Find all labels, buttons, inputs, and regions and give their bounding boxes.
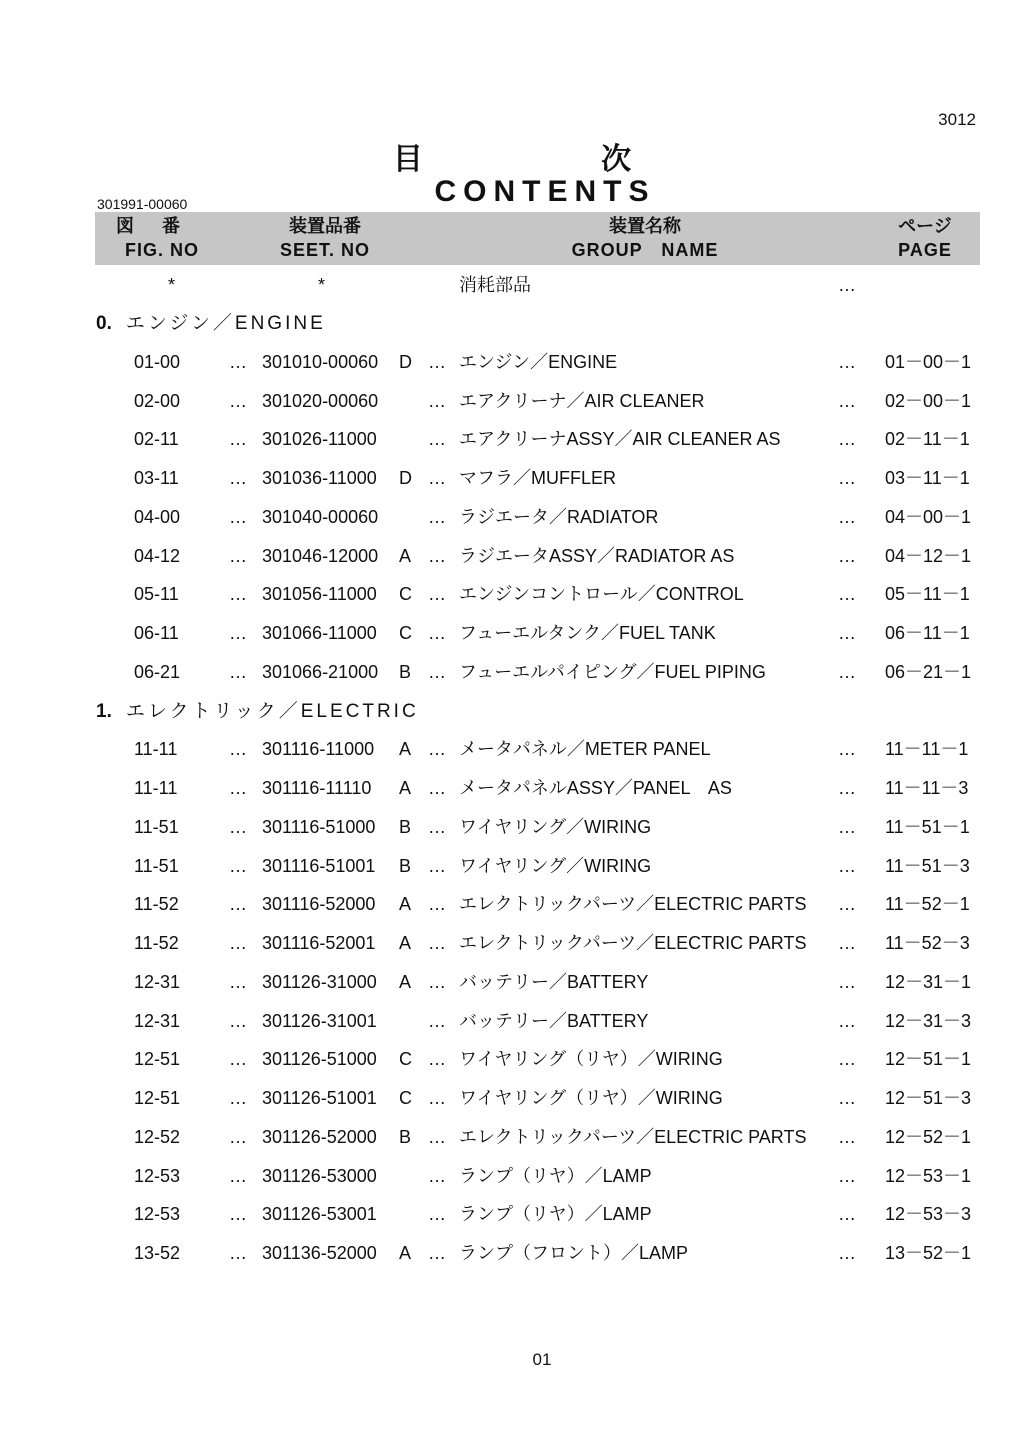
leader-dots: …	[838, 661, 856, 682]
leader-dots: …	[428, 971, 446, 992]
leader-dots: …	[838, 623, 856, 643]
leader-dots: …	[428, 468, 446, 488]
revision-letter: A	[399, 933, 412, 953]
sheet-no: 301116-11000	[262, 739, 375, 760]
section-number: 0.	[96, 313, 112, 334]
table-row[interactable]	[0, 773, 1024, 803]
sheet-no: 301126-51001	[262, 1088, 377, 1108]
revision-letter: B	[399, 855, 412, 876]
sheet-no: 301126-53000	[262, 1165, 377, 1186]
leader-dots: …	[428, 855, 446, 876]
revision-letter: A	[399, 971, 412, 992]
leader-dots: …	[229, 778, 247, 798]
revision-letter: A	[399, 545, 412, 566]
fig-no: 06-11	[134, 623, 179, 643]
leader-dots: …	[229, 468, 247, 488]
leader-dots: …	[229, 739, 247, 760]
leader-dots: …	[838, 506, 856, 527]
group-name: ワイヤリング（リヤ）／WIRING	[459, 1088, 723, 1108]
leader-dots: …	[838, 894, 856, 915]
table-row[interactable]	[0, 928, 1024, 958]
group-name: フューエルタンク／FUEL TANK	[459, 623, 716, 643]
page-ref[interactable]: 11－51－1	[885, 816, 970, 837]
leader-dots: …	[428, 623, 446, 643]
sheet-no: 301066-21000	[262, 661, 379, 682]
leader-dots: …	[428, 1010, 446, 1031]
table-row[interactable]	[0, 1083, 1024, 1113]
revision-letter: C	[399, 1049, 412, 1070]
fig-no: 12-52	[134, 1126, 181, 1147]
page-ref[interactable]: 02－00－1	[885, 390, 972, 411]
leader-dots: …	[229, 855, 247, 876]
sheet-no: 301116-52000	[262, 894, 376, 915]
leader-dots: …	[838, 468, 856, 488]
page-ref[interactable]: 11－51－3	[885, 855, 970, 876]
table-row[interactable]	[0, 812, 1024, 842]
leader-dots: …	[229, 661, 247, 682]
document-code: 3012	[938, 110, 976, 129]
leader-dots: …	[838, 275, 856, 295]
leader-dots: …	[229, 894, 247, 915]
revision-letter: C	[399, 584, 412, 605]
page-ref[interactable]: 11－52－3	[885, 933, 970, 953]
page-ref[interactable]: 05－11－1	[885, 584, 970, 605]
sheet-no: 301126-31001	[262, 1010, 377, 1031]
table-row[interactable]	[0, 889, 1024, 919]
leader-dots: …	[838, 933, 856, 953]
page-ref[interactable]: 03－11－1	[885, 468, 970, 488]
leader-dots: …	[428, 778, 446, 798]
fig-no: 01-00	[134, 351, 181, 372]
table-row[interactable]	[0, 1044, 1024, 1074]
title-jp-char-1: 目	[392, 143, 423, 176]
fig-no: 12-31	[134, 971, 181, 992]
table-row[interactable]	[0, 1006, 1024, 1036]
leader-dots: …	[838, 1204, 856, 1225]
page-ref[interactable]: 12－53－1	[885, 1165, 972, 1186]
group-name: ランプ（リヤ）／LAMP	[459, 1165, 652, 1186]
group-name: バッテリー／BATTERY	[459, 971, 649, 992]
consumables-row[interactable]	[0, 270, 1024, 300]
section-heading	[96, 697, 419, 727]
fig-no: 11-51	[134, 855, 179, 876]
revision-letter: D	[399, 351, 412, 372]
page-ref[interactable]: 12－52－1	[885, 1126, 972, 1147]
title-jp-char-2: 次	[601, 143, 632, 176]
section-label: エンジン／ENGINE	[125, 313, 326, 334]
sheet-no: 301136-52000	[262, 1243, 377, 1263]
leader-dots: …	[838, 390, 856, 411]
page-ref[interactable]: 12－31－3	[885, 1010, 972, 1031]
fig-no: 11-51	[134, 816, 179, 837]
page-number: 01	[532, 1350, 552, 1369]
leader-dots: …	[428, 584, 446, 605]
table-row[interactable]	[0, 463, 1024, 493]
leader-dots: …	[428, 429, 446, 450]
fig-no: 04-00	[134, 506, 181, 527]
group-name: エレクトリックパーツ／ELECTRIC PARTS	[459, 933, 807, 953]
page-ref[interactable]: 02－11－1	[885, 429, 970, 450]
fig-no: 02-00	[134, 390, 181, 411]
revision-letter: B	[399, 1126, 412, 1147]
leader-dots: …	[428, 1204, 446, 1225]
sheet-no: 301116-11110	[262, 778, 372, 798]
page-ref[interactable]: 12－51－1	[885, 1049, 972, 1070]
group-name: エレクトリックパーツ／ELECTRIC PARTS	[459, 1126, 807, 1147]
fig-no: 04-12	[134, 545, 181, 566]
revision-letter: A	[399, 778, 412, 798]
section-label: エレクトリック／ELECTRIC	[125, 700, 419, 722]
revision-letter: A	[399, 739, 412, 760]
table-row[interactable]	[0, 1238, 1024, 1268]
group-name: ラジエータASSY／RADIATOR AS	[459, 545, 735, 566]
leader-dots: …	[229, 1126, 247, 1147]
sheet-no: 301010-00060	[262, 351, 379, 372]
leader-dots: …	[229, 506, 247, 527]
leader-dots: …	[838, 778, 856, 798]
sheet-no: 301126-52000	[262, 1126, 377, 1147]
leader-dots: …	[428, 506, 446, 527]
leader-dots: …	[838, 1049, 856, 1070]
group-name: ランプ（フロント）／LAMP	[459, 1243, 689, 1263]
fig-no: 11-11	[134, 778, 178, 798]
leader-dots: …	[229, 1010, 247, 1031]
table-row[interactable]	[0, 1122, 1024, 1152]
sheet-no: 301036-11000	[262, 468, 377, 488]
table-row[interactable]	[0, 734, 1024, 764]
revision-letter: B	[399, 661, 412, 682]
leader-dots: …	[229, 1204, 247, 1225]
group-name: エアクリーナASSY／AIR CLEANER AS	[459, 429, 781, 450]
table-row[interactable]	[0, 618, 1024, 648]
table-row[interactable]	[0, 851, 1024, 881]
sheet-no: 301126-53001	[262, 1204, 377, 1225]
leader-dots: …	[428, 545, 446, 566]
fig-no: 06-21	[134, 661, 181, 682]
leader-dots: …	[229, 429, 247, 450]
table-row[interactable]	[0, 967, 1024, 997]
leader-dots: …	[838, 1010, 856, 1031]
group-name: ワイヤリング／WIRING	[459, 855, 652, 876]
revision-letter: A	[399, 1243, 412, 1263]
fig-no: *	[168, 275, 176, 295]
leader-dots: …	[229, 1088, 247, 1108]
leader-dots: …	[838, 1165, 856, 1186]
sheet-no: 301026-11000	[262, 429, 377, 450]
table-row[interactable]	[0, 1199, 1024, 1229]
section-heading	[96, 309, 326, 339]
group-name: エレクトリックパーツ／ELECTRIC PARTS	[459, 894, 807, 915]
leader-dots: …	[428, 894, 446, 915]
leader-dots: …	[428, 739, 446, 760]
sheet-no: 301040-00060	[262, 506, 379, 527]
header-page: ページ PAGE	[898, 216, 952, 260]
leader-dots: …	[838, 545, 856, 566]
sheet-no: 301116-51000	[262, 816, 376, 837]
leader-dots: …	[229, 351, 247, 372]
leader-dots: …	[838, 429, 856, 450]
leader-dots: …	[229, 816, 247, 837]
sheet-no: 301020-00060	[262, 390, 379, 411]
group-name: ワイヤリング（リヤ）／WIRING	[459, 1049, 723, 1070]
leader-dots: …	[428, 1243, 446, 1263]
leader-dots: …	[229, 1165, 247, 1186]
revision-letter: C	[399, 623, 412, 643]
page-ref[interactable]: 01－00－1	[885, 351, 972, 372]
group-name: ワイヤリング／WIRING	[459, 816, 652, 837]
fig-no: 12-51	[134, 1049, 181, 1070]
table-row[interactable]	[0, 347, 1024, 377]
leader-dots: …	[229, 584, 247, 605]
table-row[interactable]	[0, 386, 1024, 416]
leader-dots: …	[838, 351, 856, 372]
page-title-japanese	[0, 134, 1024, 178]
sheet-no: *	[318, 275, 326, 295]
sheet-no: 301046-12000	[262, 545, 379, 566]
table-row[interactable]	[0, 424, 1024, 454]
table-row[interactable]	[0, 502, 1024, 532]
group-name: メータパネル／METER PANEL	[459, 739, 711, 760]
leader-dots: …	[428, 351, 446, 372]
sheet-no: 301066-11000	[262, 623, 377, 643]
header-fig-no: 図番 FIG. NO	[116, 216, 208, 260]
sheet-no: 301126-31000	[262, 971, 377, 992]
group-name: エンジン／ENGINE	[459, 351, 618, 372]
revision-letter: D	[399, 468, 412, 488]
table-row[interactable]	[0, 657, 1024, 687]
leader-dots: …	[838, 971, 856, 992]
fig-no: 12-53	[134, 1204, 181, 1225]
page-ref[interactable]: 06－21－1	[885, 661, 972, 682]
sheet-no: 301116-51001	[262, 855, 376, 876]
group-name: エンジンコントロール／CONTROL	[459, 584, 744, 605]
fig-no: 12-31	[134, 1010, 181, 1031]
page-ref[interactable]: 11－11－3	[885, 778, 969, 798]
page-ref[interactable]: 11－11－1	[885, 739, 969, 760]
fig-no: 11-52	[134, 894, 179, 915]
fig-no: 03-11	[134, 468, 179, 488]
table-row[interactable]	[0, 541, 1024, 571]
sheet-no: 301116-52001	[262, 933, 376, 953]
group-name: ラジエータ／RADIATOR	[459, 506, 659, 527]
header-seet-no: 装置品番 SEET. NO	[279, 216, 371, 260]
leader-dots: …	[428, 933, 446, 953]
leader-dots: …	[229, 1049, 247, 1070]
group-name: マフラ／MUFFLER	[459, 468, 616, 488]
leader-dots: …	[838, 584, 856, 605]
leader-dots: …	[229, 623, 247, 643]
group-name: バッテリー／BATTERY	[459, 1010, 649, 1031]
group-name: 消耗部品	[459, 275, 531, 295]
group-name: エアクリーナ／AIR CLEANER	[459, 390, 705, 411]
revision-letter: A	[399, 894, 412, 915]
group-name: メータパネルASSY／PANEL AS	[459, 778, 732, 798]
leader-dots: …	[229, 933, 247, 953]
table-header	[95, 212, 980, 265]
leader-dots: …	[428, 1049, 446, 1070]
fig-no: 13-52	[134, 1243, 181, 1263]
group-name: フューエルパイピング／FUEL PIPING	[459, 661, 766, 682]
page-ref[interactable]: 12－31－1	[885, 971, 972, 992]
document-number: 301991-00060	[97, 196, 188, 212]
sheet-no: 301056-11000	[262, 584, 377, 605]
leader-dots: …	[229, 545, 247, 566]
section-number: 1.	[96, 700, 112, 722]
page-ref[interactable]: 04－12－1	[885, 545, 972, 566]
leader-dots: …	[428, 661, 446, 682]
revision-letter: B	[399, 816, 412, 837]
page-ref[interactable]: 13－52－1	[885, 1243, 972, 1263]
fig-no: 02-11	[134, 429, 179, 450]
leader-dots: …	[229, 390, 247, 411]
table-row[interactable]	[0, 579, 1024, 609]
leader-dots: …	[229, 971, 247, 992]
leader-dots: …	[428, 390, 446, 411]
fig-no: 12-51	[134, 1088, 181, 1108]
leader-dots: …	[229, 1243, 247, 1263]
fig-no: 12-53	[134, 1165, 181, 1186]
fig-no: 11-11	[134, 739, 178, 760]
page-ref[interactable]: 11－52－1	[885, 894, 970, 915]
page-title: CONTENTS	[434, 175, 656, 208]
leader-dots: …	[838, 1126, 856, 1147]
leader-dots: …	[838, 816, 856, 837]
fig-no: 05-11	[134, 584, 179, 605]
page-ref[interactable]: 04－00－1	[885, 506, 972, 527]
leader-dots: …	[428, 1088, 446, 1108]
fig-no: 11-52	[134, 933, 179, 953]
leader-dots: …	[838, 739, 856, 760]
leader-dots: …	[838, 1088, 856, 1108]
revision-letter: C	[399, 1088, 412, 1108]
header-group-name: 装置名称 GROUP NAME	[571, 216, 719, 260]
table-row[interactable]	[0, 1161, 1024, 1191]
page-ref[interactable]: 12－51－3	[885, 1088, 972, 1108]
leader-dots: …	[428, 1165, 446, 1186]
page-ref[interactable]: 06－11－1	[885, 623, 970, 643]
leader-dots: …	[838, 855, 856, 876]
leader-dots: …	[428, 1126, 446, 1147]
sheet-no: 301126-51000	[262, 1049, 377, 1070]
group-name: ランプ（リヤ）／LAMP	[459, 1204, 652, 1225]
page-ref[interactable]: 12－53－3	[885, 1204, 972, 1225]
leader-dots: …	[428, 816, 446, 837]
leader-dots: …	[838, 1243, 856, 1263]
